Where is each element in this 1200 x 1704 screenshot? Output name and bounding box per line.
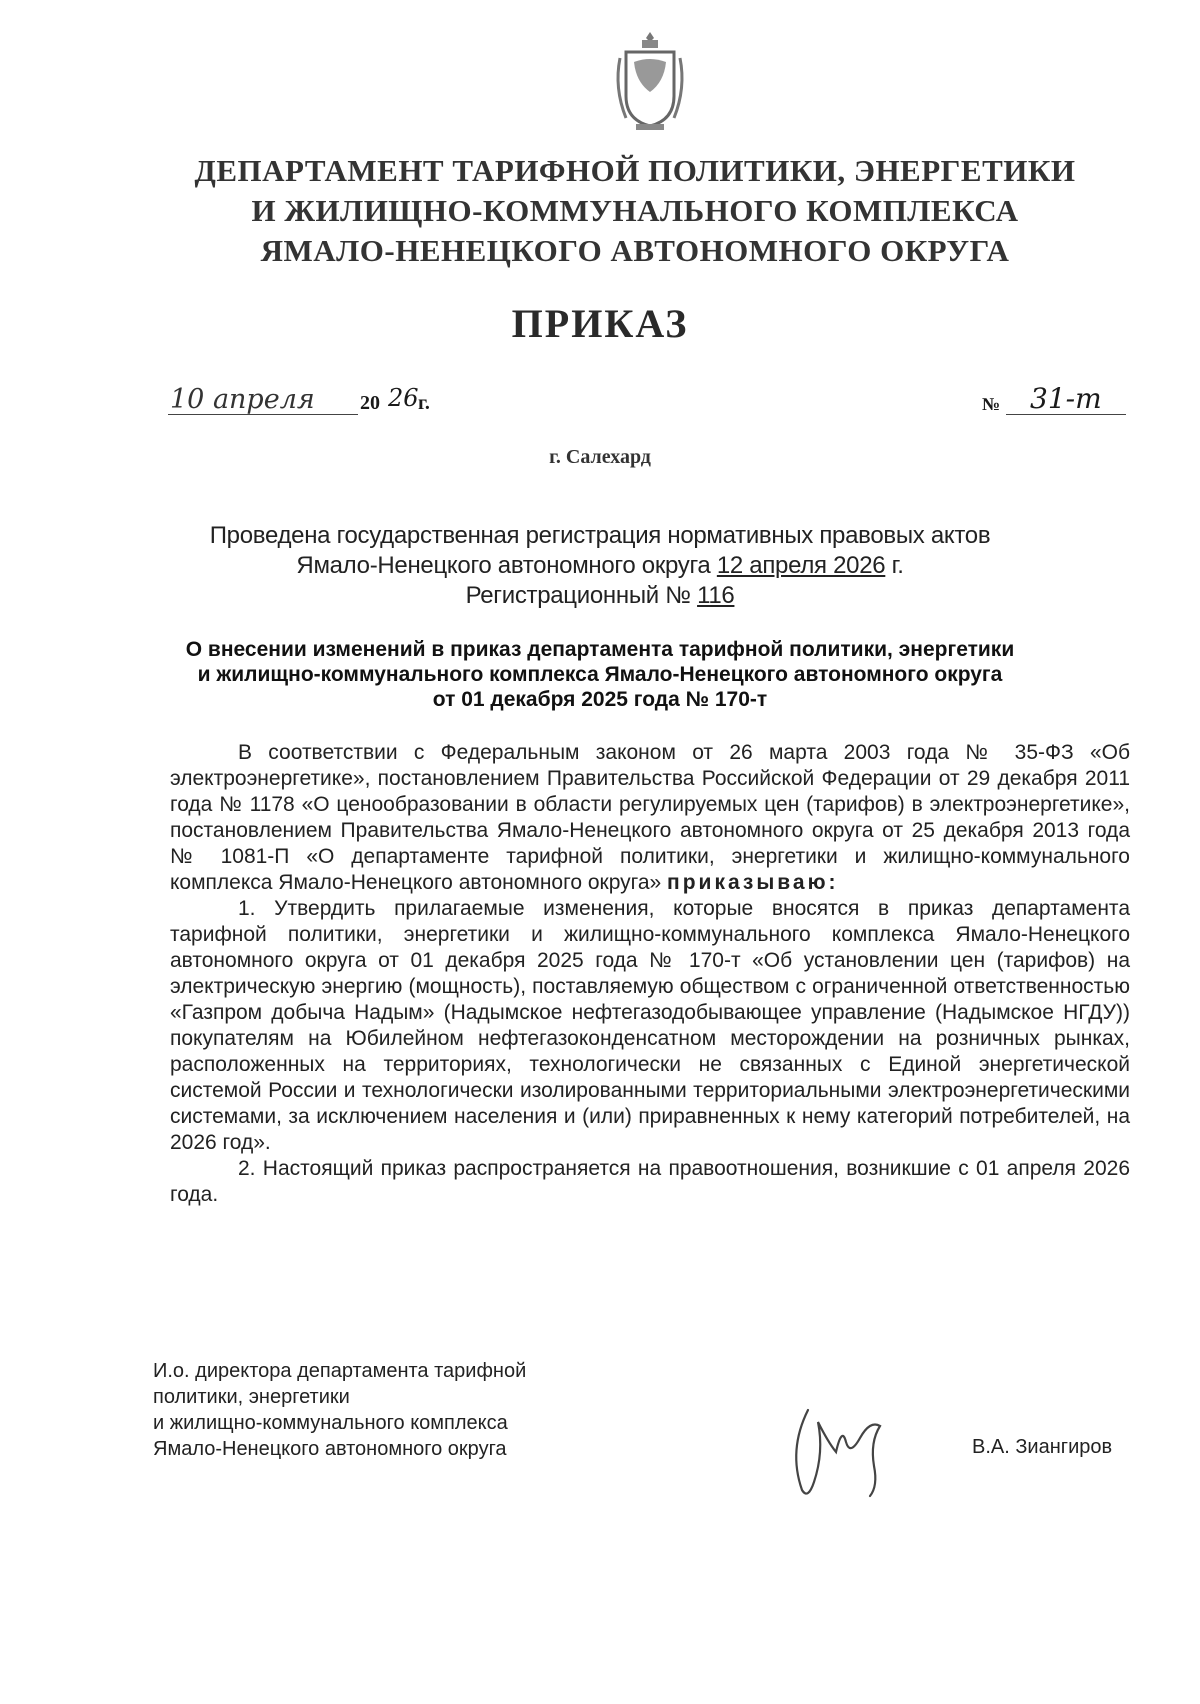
- order-word: приказываю:: [667, 871, 839, 894]
- year-prefix: 20: [360, 392, 380, 414]
- registration-text: Регистрационный №: [465, 582, 698, 609]
- preamble-paragraph: [170, 740, 1130, 896]
- registration-line: Проведена государственная регистрация нормативных правовых актов: [209, 522, 991, 549]
- date-underline: [168, 414, 358, 415]
- item-paragraph: 2. Настоящий приказ распространяется на правоотношения, возникшие с 01 апреля 2026 года.: [170, 1157, 1130, 1206]
- item-paragraph: 1. Утвердить прилагаемые изменения, которые вносятся в приказ департамента тарифной политики, энергетики и жилищно-коммунального комплекса Ямало-Ненецкого автономного округа от 01 декабря 2025 года № 170-т «Об установлении цен (тарифов) на электрическую энергию (мощность), поставляемую обществом с ограниченной ответственностью «Газпром добыча Надым» (Надымское нефтегазодобывающее управление (Надымское НГДУ)) покупателям на Юбилейном нефтегазоконденсатном месторождении на розничных рынках, расположенных на территориях, технологически не связанных с Единой энергетической системой России и технологически изолированными территориальными электроэнергетическими системами, за исключением населения и (или) приравненных к нему категорий потребителей, на 2026 год».: [170, 897, 1130, 1154]
- preamble-text: В соответствии с Федеральным законом от 26 марта 2003 года № 35-ФЗ «Об электроэнергетике», постановлением Правительства Российской Федерации от 29 декабря 2011 года № 1178 «О ценообразовании в области регулируемых цен (тарифов) в электроэнергетике», постановлением Правительства Ямало-Ненецкого автономного округа от 25 декабря 2013 года № 1081-П «О департаменте тарифной политики, энергетики и жилищно-коммунального комплекса Ямало-Ненецкого автономного округа»: [170, 741, 1130, 894]
- year-suffix: г.: [418, 392, 430, 414]
- handwritten-signature-icon: [786, 1390, 916, 1510]
- registration-date: 12 апреля 2026: [716, 552, 886, 579]
- department-name-line: И ЖИЛИЩНО-КОММУНАЛЬНОГО КОМПЛЕКСА: [251, 193, 1019, 228]
- position-line: Ямало-Ненецкого автономного округа: [153, 1438, 507, 1460]
- position-line: политики, энергетики: [153, 1386, 350, 1408]
- document-type-title: ПРИКАЗ: [511, 301, 689, 346]
- subject-line: и жилищно-коммунального комплекса Ямало-Ненецкого автономного округа: [197, 663, 1003, 686]
- subject-line: от 01 декабря 2025 года № 170-т: [432, 688, 768, 711]
- registration-text: Ямало-Ненецкого автономного округа: [296, 552, 717, 579]
- registration-text: г.: [885, 552, 904, 579]
- subject-line: О внесении изменений в приказ департамента тарифной политики, энергетики: [185, 638, 1015, 661]
- department-name-line: ЯМАЛО-НЕНЕЦКОГО АВТОНОМНОГО ОКРУГА: [260, 233, 1010, 268]
- handwritten-number: 31-т: [1030, 382, 1102, 415]
- signer-name: В.А. Зиангиров: [972, 1436, 1113, 1458]
- signatory-position: [153, 1358, 526, 1462]
- handwritten-date: 10 апреля: [170, 384, 315, 415]
- position-line: И.о. директора департамента тарифной: [153, 1360, 527, 1382]
- coat-of-arms-icon: [612, 28, 688, 138]
- position-line: и жилищно-коммунального комплекса: [153, 1412, 508, 1434]
- city: г. Салехард: [549, 446, 651, 468]
- department-name-line: ДЕПАРТАМЕНТ ТАРИФНОЙ ПОЛИТИКИ, ЭНЕРГЕТИКИ: [194, 153, 1076, 188]
- number-underline: [1006, 414, 1126, 415]
- registration-number: 116: [697, 582, 735, 609]
- registration-line: [0, 552, 1200, 580]
- registration-line: [0, 582, 1200, 610]
- body-text: [170, 740, 1130, 1208]
- handwritten-year: 26: [388, 384, 419, 412]
- number-label: №: [982, 394, 1001, 414]
